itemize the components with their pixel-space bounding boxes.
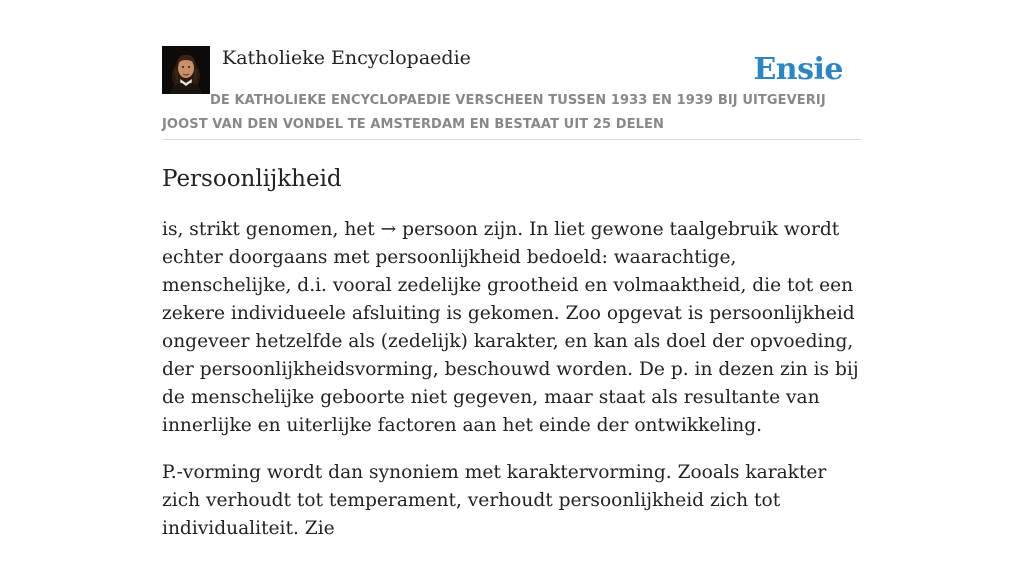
site-subtitle: DE KATHOLIEKE ENCYCLOPAEDIE VERSCHEEN TUSSEN 1933 EN 1939 BIJ UITGEVERIJ JOOST VAN DEN VONDEL TE AMSTERDAM EN BESTAAT UIT 25 DELEN (162, 93, 826, 132)
page-container (162, 0, 862, 539)
site-header (162, 0, 862, 140)
ensie-brand-logo[interactable]: Ensie (753, 52, 843, 87)
article-body (162, 216, 864, 562)
portrait-icon (162, 46, 210, 94)
portrait-avatar-icon[interactable] (162, 46, 210, 94)
article-paragraph: is, strikt genomen, het → persoon zijn. In liet gewone taalgebruik wordt echter doorgaans met persoonlijkheid bedoeld: waarachtige, menschelijke, d.i. vooral zedelijke grootheid en volmaaktheid, die tot een zekere individueele afsluiting is gekomen. Zoo opgevat is persoonlijkheid ongeveer hetzelfde als (zedelijk) karakter, en kan als doel der opvoeding, der persoonlijkheidsvorming, beschouwd worden. De p. in dezen zin is bij de menschelijke geboorte niet gegeven, maar staat als resultante van innerlijke en uiterlijke factoren aan het einde der ontwikkeling. (162, 219, 859, 436)
article-title: Persoonlijkheid (162, 166, 342, 192)
article-paragraph: P.-vorming wordt dan synoniem met karaktervorming. Zooals karakter zich verhoudt tot temperament, verhoudt persoonlijkheid zich tot individualiteit. Zie (162, 462, 827, 539)
site-title-link[interactable]: Katholieke Encyclopaedie (222, 47, 471, 69)
